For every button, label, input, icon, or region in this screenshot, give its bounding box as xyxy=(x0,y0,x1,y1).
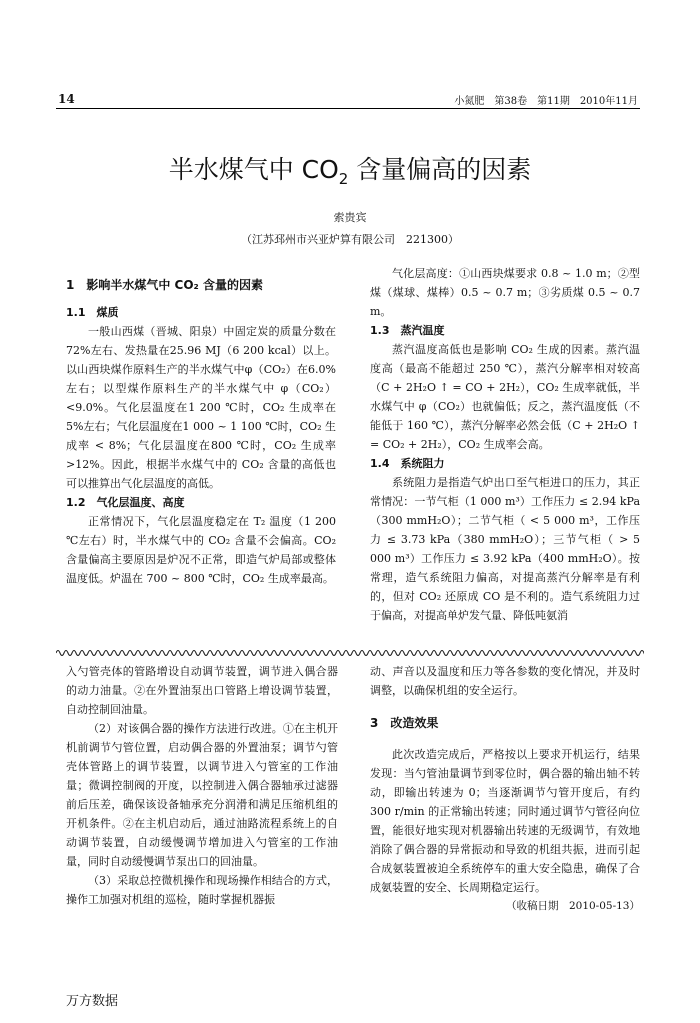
section-1-heading: 1 影响半水煤气中 CO₂ 含量的因素 xyxy=(66,278,263,292)
wavy-separator xyxy=(56,647,644,659)
section-1-4-heading: 1.4 系统阻力 xyxy=(370,457,445,470)
lower-left-p1: 入勺管壳体的管路增设自动调节装置，调节进入偶合器的动力油量。②在外置油泵出口管路上增设调节装置，自动控制回油量。 xyxy=(66,665,338,716)
journal-header: 小氮肥 第38卷 第11期 2010年11月 xyxy=(454,96,638,107)
page-number: 14 xyxy=(58,92,75,106)
section-1-2-heading: 1.2 气化层温度、高度 xyxy=(66,496,185,509)
title-subscript: 2 xyxy=(338,170,349,188)
article-title xyxy=(0,150,700,188)
footer-watermark: 万方数据 xyxy=(66,994,119,1009)
lower-left-p2: （2）对该偶合器的操作方法进行改进。①在主机开机前调节勺管位置，启动偶合器的外置油泵；调节勺管壳体管路上的调节装置，以调节进入勺管室的工作油量；微调控制阀的开度，以控制进入偶合器轴承过滤器前后压差，确保该设备轴承充分润滑和满足压缩机组的开机条件。②在主机启动后，通过油路流程系统上的自动调节装置，自动缓慢调节增加进入勺管室的工作油量，同时自动缓慢调节泵出口的回油量。 xyxy=(66,722,338,868)
header-rule xyxy=(56,108,640,109)
section-1-4-body: 系统阻力是指造气炉出口至气柜进口的压力，其正常情况：一节气柜（1 000 m³）工作压力 ≤ 2.94 kPa（300 mmH₂O）；二节气柜（ < 5 000 m³，工作压力 ≤ 3.73 kPa（380 mmH₂O）；三节气柜（ > 5 000 m³）工作压力 ≤ 3.92 kPa（400 mmH₂O）。按常理，造气系统阻力偏高，对提高蒸汽分解率是有利的，但对 CO₂ 还原成 CO 是不利的。造气系统阻力过于偏高，对提高单炉发气量、降低吨氨消 xyxy=(370,476,640,622)
title-tail: 含量偏高的因素 xyxy=(348,155,532,184)
section-3-heading: 3 改造效果 xyxy=(370,716,439,730)
section-1-3-body: 蒸汽温度高低也是影响 CO₂ 生成的因素。蒸汽温度高（最高不能超过 250 ℃），蒸汽分解率相对较高（C + 2H₂O ↑ = CO + 2H₂），CO₂ 生成率就低，半水煤气中 φ（CO₂）也就偏低；反之，蒸汽温度低（不能低于 160 ℃），蒸汽分解率必然会低（C + 2H₂O ↑ = CO₂ + 2H₂），CO₂ 生成率会高。 xyxy=(370,343,640,451)
received-date: （收稿日期 2010-05-13） xyxy=(505,900,640,912)
affiliation: （江苏邳州市兴亚炉算有限公司 221300） xyxy=(241,233,459,246)
lower-right-p1: 动、声音以及温度和压力等各参数的变化情况，并及时调整，以确保机组的安全运行。 xyxy=(370,665,640,697)
upper-right-column xyxy=(370,264,640,625)
section-1-3-heading: 1.3 蒸汽温度 xyxy=(370,324,445,337)
lower-left-column xyxy=(66,662,338,909)
gasification-height: 气化层高度：①山西块煤要求 0.8 ~ 1.0 m；②型煤（煤球、煤棒）0.5 ~ 0.7 m；③劣质煤 0.5 ~ 0.7 m。 xyxy=(370,267,640,318)
section-1-2-body: 正常情况下，气化层温度稳定在 T₂ 温度（1 200 ℃左右）时，半水煤气中的 CO₂ 含量不会偏高。CO₂ 含量偏高主要原因是炉况不正常，即造气炉局部或整体温度低。炉温在 700 ~ 800 ℃时，CO₂ 生成率最高。 xyxy=(66,515,336,585)
section-3-body: 此次改造完成后，严格按以上要求开机运行，结果发现：当勺管油量调节到零位时，偶合器的输出轴不转动，即输出转速为 0；当逐渐调节勺管开度后，有约 300 r/min 的正常输出转速；同时通过调节勺管径向位置，能很好地实现对机器输出转速的无级调节，有效地消除了偶合器的异常振动和导致的机组共振，进而引起合成氨装置被迫全系统停车的重大安全隐患，确保了合成氨装置的安全、长周期稳定运行。 xyxy=(370,748,640,894)
title-main: 半水煤气中 CO xyxy=(168,155,339,184)
upper-left-column xyxy=(66,268,336,588)
section-1-1-heading: 1.1 煤质 xyxy=(66,306,119,319)
lower-left-p3: （3）采取总控微机操作和现场操作相结合的方式，操作工加强对机组的巡检，随时掌握机器振 xyxy=(66,874,338,906)
section-1-1-body: 一般山西煤（晋城、阳泉）中固定炭的质量分数在72%左右、发热量在25.96 MJ（6 200 kcal）以上。以山西块煤作原料生产的半水煤气中φ（CO₂）在6.0%左右；以型煤作原料生产的半水煤气中 φ（CO₂）<9.0%。气化层温度在1 200 ℃时，CO₂ 生成率在5%左右；气化层温度在1 000 ~ 1 100 ℃时，CO₂ 生成率 < 8%；气化层温度在800 ℃时，CO₂ 生成率 >12%。因此，根据半水煤气中的 CO₂ 含量的高低也可以推算出气化层温度的高低。 xyxy=(66,325,336,490)
lower-right-column xyxy=(370,662,640,916)
author: 索贵宾 xyxy=(333,211,367,224)
